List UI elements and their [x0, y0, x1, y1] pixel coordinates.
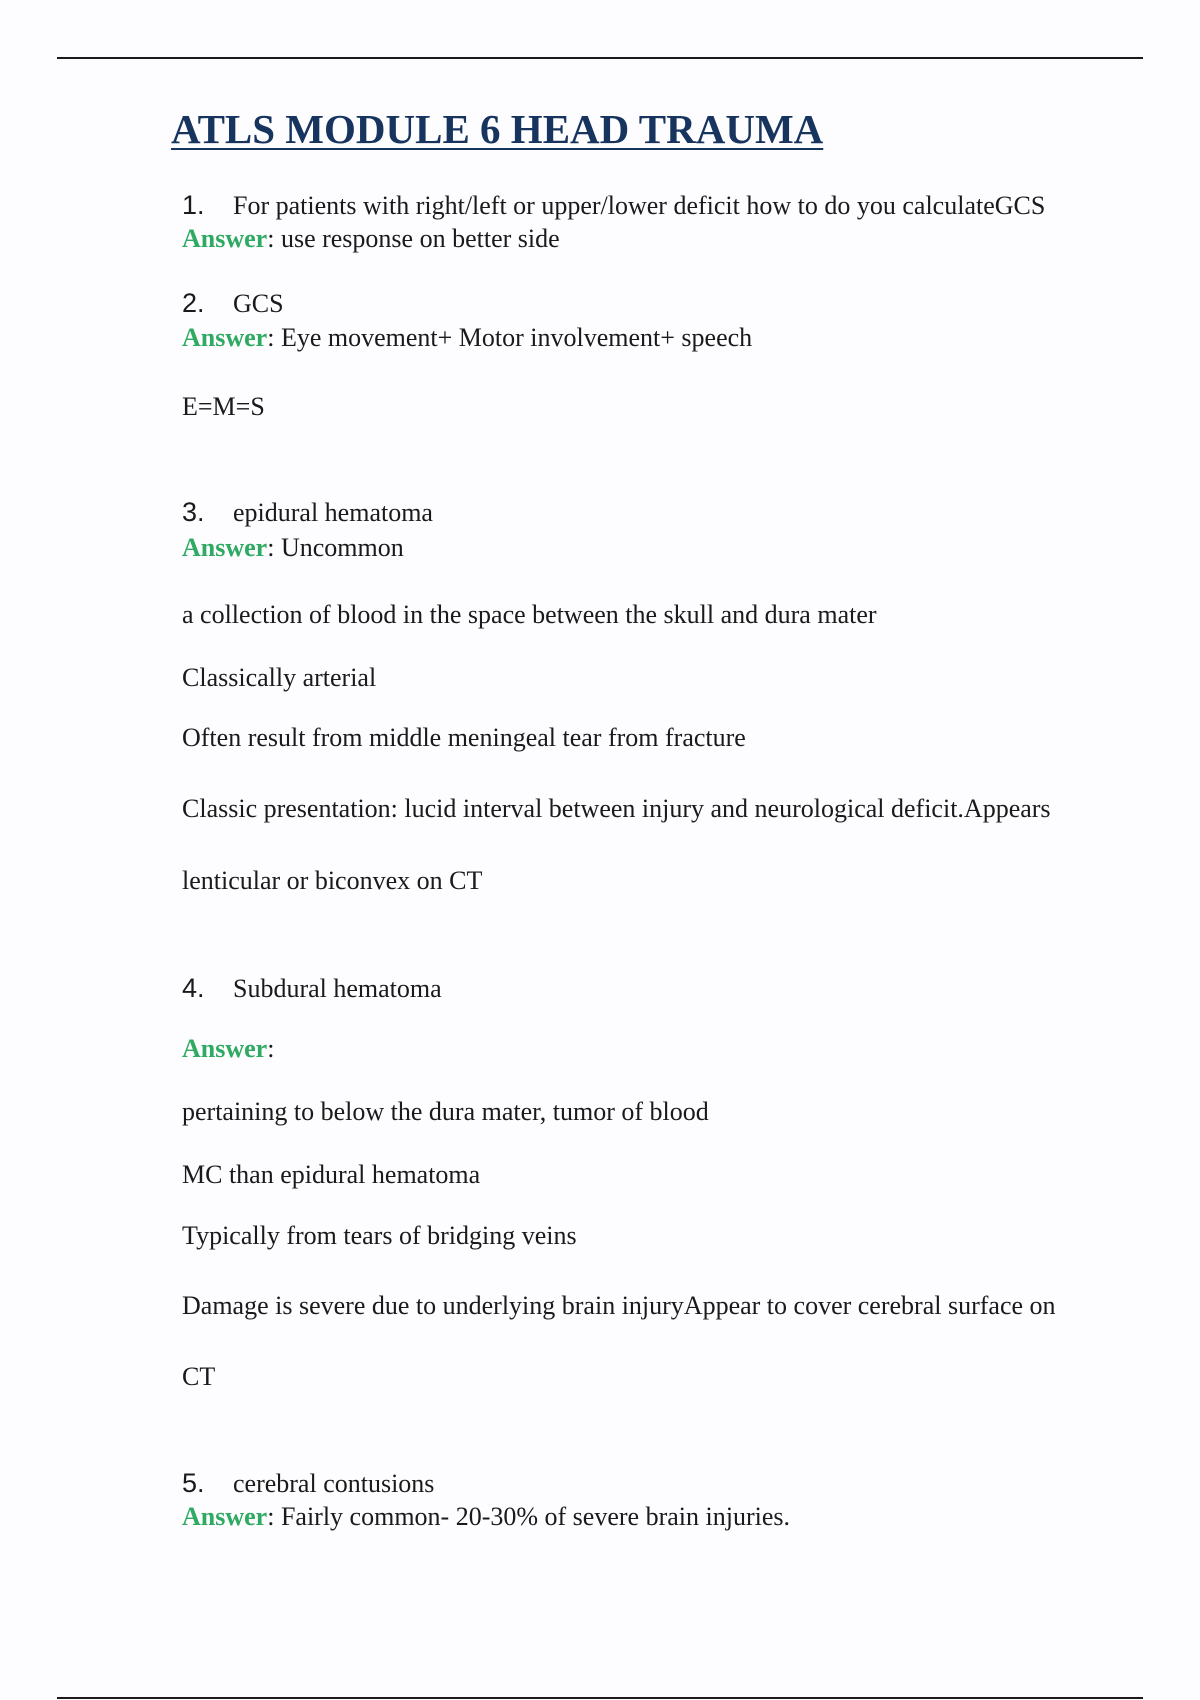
question-text: GCS [233, 289, 284, 318]
answer-colon: : [267, 224, 275, 253]
question-1 [182, 189, 1045, 222]
question-2 [182, 287, 284, 320]
answer-label: Answer [182, 1502, 268, 1531]
question-number: 1. [182, 190, 205, 220]
answer-colon: : [267, 1502, 275, 1531]
question-text: Subdural hematoma [233, 974, 442, 1003]
answer-detail: Damage is severe due to underlying brain injuryAppear to cover cerebral surface on [182, 1291, 1056, 1320]
answer-detail: a collection of blood in the space between the skull and dura mater [182, 600, 877, 629]
answer-detail: E=M=S [182, 392, 265, 421]
answer-text: Fairly common- 20-30% of severe brain injuries. [274, 1502, 790, 1531]
answer-detail: Classic presentation: lucid interval between injury and neurological deficit.Appears [182, 794, 1051, 823]
answer-colon: : [267, 323, 275, 352]
question-number: 4. [182, 973, 205, 1003]
answer-label: Answer [182, 1034, 268, 1063]
answer-detail: CT [182, 1362, 216, 1391]
answer-detail: Classically arterial [182, 663, 377, 692]
question-text: For patients with right/left or upper/lower deficit how to do you calculateGCS [233, 191, 1046, 220]
page-title: ATLS MODULE 6 HEAD TRAUMA [171, 106, 824, 152]
answer-label: Answer [182, 323, 268, 352]
answer-text: Uncommon [274, 533, 404, 562]
answer-5 [182, 1501, 790, 1533]
answer-detail: Typically from tears of bridging veins [182, 1221, 577, 1250]
answer-label: Answer [182, 224, 268, 253]
answer-3 [182, 532, 404, 564]
question-number: 2. [182, 288, 205, 318]
question-number: 3. [182, 497, 205, 527]
answer-detail: lenticular or biconvex on CT [182, 866, 483, 895]
top-rule [57, 57, 1143, 59]
answer-colon: : [267, 533, 275, 562]
answer-detail: MC than epidural hematoma [182, 1160, 481, 1189]
answer-text: use response on better side [274, 224, 560, 253]
answer-detail: Often result from middle meningeal tear from fracture [182, 723, 746, 752]
question-4 [182, 972, 442, 1005]
question-5 [182, 1467, 434, 1500]
answer-1 [182, 223, 560, 255]
question-text: cerebral contusions [233, 1469, 435, 1498]
question-text: epidural hematoma [233, 498, 433, 527]
answer-2 [182, 322, 752, 354]
bottom-rule [57, 1697, 1143, 1699]
answer-text: Eye movement+ Motor involvement+ speech [274, 323, 753, 352]
answer-label: Answer [182, 533, 268, 562]
answer-colon: : [267, 1034, 275, 1063]
answer-detail: pertaining to below the dura mater, tumor of blood [182, 1097, 709, 1126]
answer-4 [182, 1033, 274, 1065]
question-3 [182, 496, 433, 529]
question-number: 5. [182, 1468, 205, 1498]
